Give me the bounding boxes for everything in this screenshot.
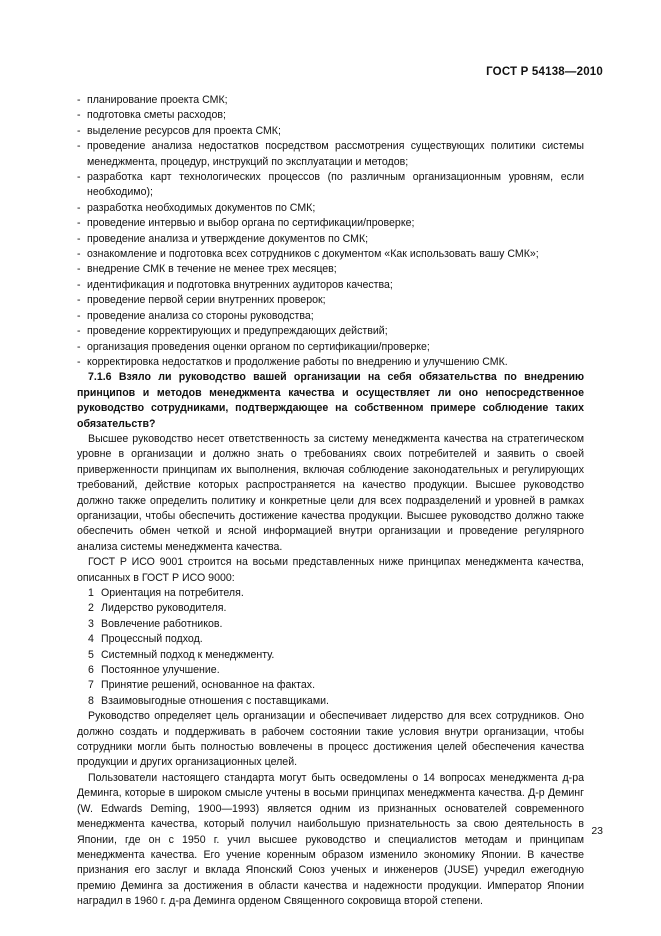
bullet-list xyxy=(77,93,584,370)
principle-item xyxy=(77,586,584,601)
bullet-marker: - xyxy=(77,325,81,338)
bullet-marker: - xyxy=(77,340,81,353)
list-item-text: выделение ресурсов для проекта СМК; xyxy=(87,124,281,137)
list-item-text: организация проведения оценки органом по сертификации/проверке; xyxy=(87,340,430,353)
list-item xyxy=(77,170,584,201)
principle-number: 2 xyxy=(88,602,94,615)
paragraph-2: ГОСТ Р ИСО 9001 строится на восьми представленных ниже принципах менеджмента качества, описанных в ГОСТ Р ИСО 9000: xyxy=(77,556,584,584)
paragraph-4: Пользователи настоящего стандарта могут быть осведомлены о 14 вопросах менеджмента д-ра Деминга, которые в широком смысле учтены в восьми принципах менеджмента качества. Д-р Деминг (W. Edwards Deming, 1900—1993) является одним из признанных основателей современного менеджмента качества, который получил наибольшую признательность за свою деятельность в Японии, где он с 1950 г. учил высшее руководство и специалистов методам и принципам менеджмента качества. Его учение коренным образом изменило экономику Японии. В качестве признания его заслуг и вклада Японский Союз ученых и инженеров (JUSE) учредил ежегодную премию Деминга за достижения в области качества и надежности продукции. Император Японии наградил в 1960 г. д-ра Деминга орденом Священного сокровища второй степени. xyxy=(77,771,584,908)
list-item xyxy=(77,93,584,108)
principle-item xyxy=(77,694,584,709)
bullet-marker: - xyxy=(77,263,81,276)
list-item xyxy=(77,139,584,170)
principle-text: Процессный подход. xyxy=(101,633,203,646)
page-content xyxy=(77,93,584,910)
principle-text: Ориентация на потребителя. xyxy=(101,587,244,599)
bullet-marker: - xyxy=(77,232,81,245)
list-item xyxy=(77,201,584,216)
principles-list xyxy=(77,586,584,709)
principle-number: 1 xyxy=(88,587,94,599)
principle-item xyxy=(77,632,584,647)
list-item xyxy=(77,247,584,262)
principle-item xyxy=(77,601,584,616)
bullet-marker: - xyxy=(77,94,81,106)
list-item xyxy=(77,340,584,355)
bullet-marker: - xyxy=(77,171,81,184)
list-item xyxy=(77,232,584,247)
list-item-text: подготовка сметы расходов; xyxy=(87,109,226,122)
list-item-text: проведение анализа со стороны руководства; xyxy=(87,309,314,322)
bullet-marker: - xyxy=(77,248,81,261)
list-item-text: ознакомление и подготовка всех сотрудников с документом «Как использовать вашу СМК»; xyxy=(87,248,539,261)
section-heading: 7.1.6 Взяло ли руководство вашей организации на себя обязательства по внедрению принципов и методов менеджмента качества и осуществляет ли оно непосредственное руководство сотрудниками, подтверждающее на собственном примере соблюдение таких обязательств? xyxy=(77,371,584,430)
principle-item xyxy=(77,663,584,678)
list-item-text: проведение первой серии внутренних проверок; xyxy=(87,294,326,307)
list-item xyxy=(77,309,584,324)
principle-item xyxy=(77,678,584,693)
principle-number: 6 xyxy=(88,664,94,677)
principle-text: Постоянное улучшение. xyxy=(101,664,220,677)
list-item-text: внедрение СМК в течение не менее трех месяцев; xyxy=(87,263,337,276)
principle-item xyxy=(77,648,584,663)
bullet-marker: - xyxy=(77,294,81,307)
list-item xyxy=(77,278,584,293)
bullet-marker: - xyxy=(77,201,81,214)
list-item xyxy=(77,355,584,370)
principle-text: Лидерство руководителя. xyxy=(101,602,227,615)
principle-item xyxy=(77,617,584,632)
list-item xyxy=(77,324,584,339)
list-item-text: проведение анализа и утверждение документов по СМК; xyxy=(87,232,369,245)
list-item-text: проведение анализа недостатков посредством рассмотрения существующих политики системы менеджмента, процедур, инструкций по эксплуатации и методов; xyxy=(87,140,584,168)
principle-number: 5 xyxy=(88,648,94,661)
list-item-text: проведение интервью и выбор органа по сертификации/проверке; xyxy=(87,217,415,230)
principle-text: Взаимовыгодные отношения с поставщиками. xyxy=(101,694,329,707)
list-item xyxy=(77,216,584,231)
list-item xyxy=(77,293,584,308)
principle-number: 4 xyxy=(88,633,94,646)
bullet-marker: - xyxy=(77,355,81,368)
paragraph-3: Руководство определяет цель организации и обеспечивает лидерство для всех сотрудников. Оно должно создать и поддерживать в рабочем состоянии такие условия внутри организации, чтобы сотрудники могли быть полностью вовлечены в процесс достижения целей обеспечения качества продукции и других организационных целей. xyxy=(77,710,584,769)
list-item-text: проведение корректирующих и предупреждающих действий; xyxy=(87,325,388,338)
bullet-marker: - xyxy=(77,278,81,291)
principle-text: Вовлечение работников. xyxy=(101,617,223,630)
list-item-text: планирование проекта СМК; xyxy=(87,94,228,106)
principle-number: 3 xyxy=(88,617,94,630)
list-item xyxy=(77,108,584,123)
list-item xyxy=(77,124,584,139)
bullet-marker: - xyxy=(77,124,81,137)
list-item-text: идентификация и подготовка внутренних аудиторов качества; xyxy=(87,278,393,291)
list-item-text: корректировка недостатков и продолжение работы по внедрению и улучшению СМК. xyxy=(87,355,508,368)
list-item-text: разработка необходимых документов по СМК; xyxy=(87,201,316,214)
bullet-marker: - xyxy=(77,109,81,122)
bullet-marker: - xyxy=(77,140,81,153)
bullet-marker: - xyxy=(77,309,81,322)
list-item xyxy=(77,262,584,277)
principle-number: 8 xyxy=(88,694,94,707)
page-number: 23 xyxy=(591,825,603,837)
paragraph-1: Высшее руководство несет ответственность за систему менеджмента качества на стратегическом уровне в организации и должно знать о требованиях своих потребителей и заявить о своей приверженности принципам их выполнения, включая соблюдение законодательных и регулирующих требований, действие которых распространяется на качество продукции. Высшее руководство должно также определить политику и конкретные цели для всех подразделений и уровней в рамках организации, чтобы обеспечить достижение качества продукции. Высшее руководство должно также обеспечить обмен четкой и ясной информацией внутри организации и проведение регулярного анализа системы менеджмента качества. xyxy=(77,432,584,553)
list-item-text: разработка карт технологических процессов (по различным организационным уровням, если необходимо); xyxy=(87,171,584,199)
bullet-marker: - xyxy=(77,217,81,230)
principle-number: 7 xyxy=(88,679,94,692)
document-header: ГОСТ Р 54138—2010 xyxy=(486,66,603,78)
principle-text: Принятие решений, основанное на фактах. xyxy=(101,679,316,692)
principle-text: Системный подход к менеджменту. xyxy=(101,648,275,661)
